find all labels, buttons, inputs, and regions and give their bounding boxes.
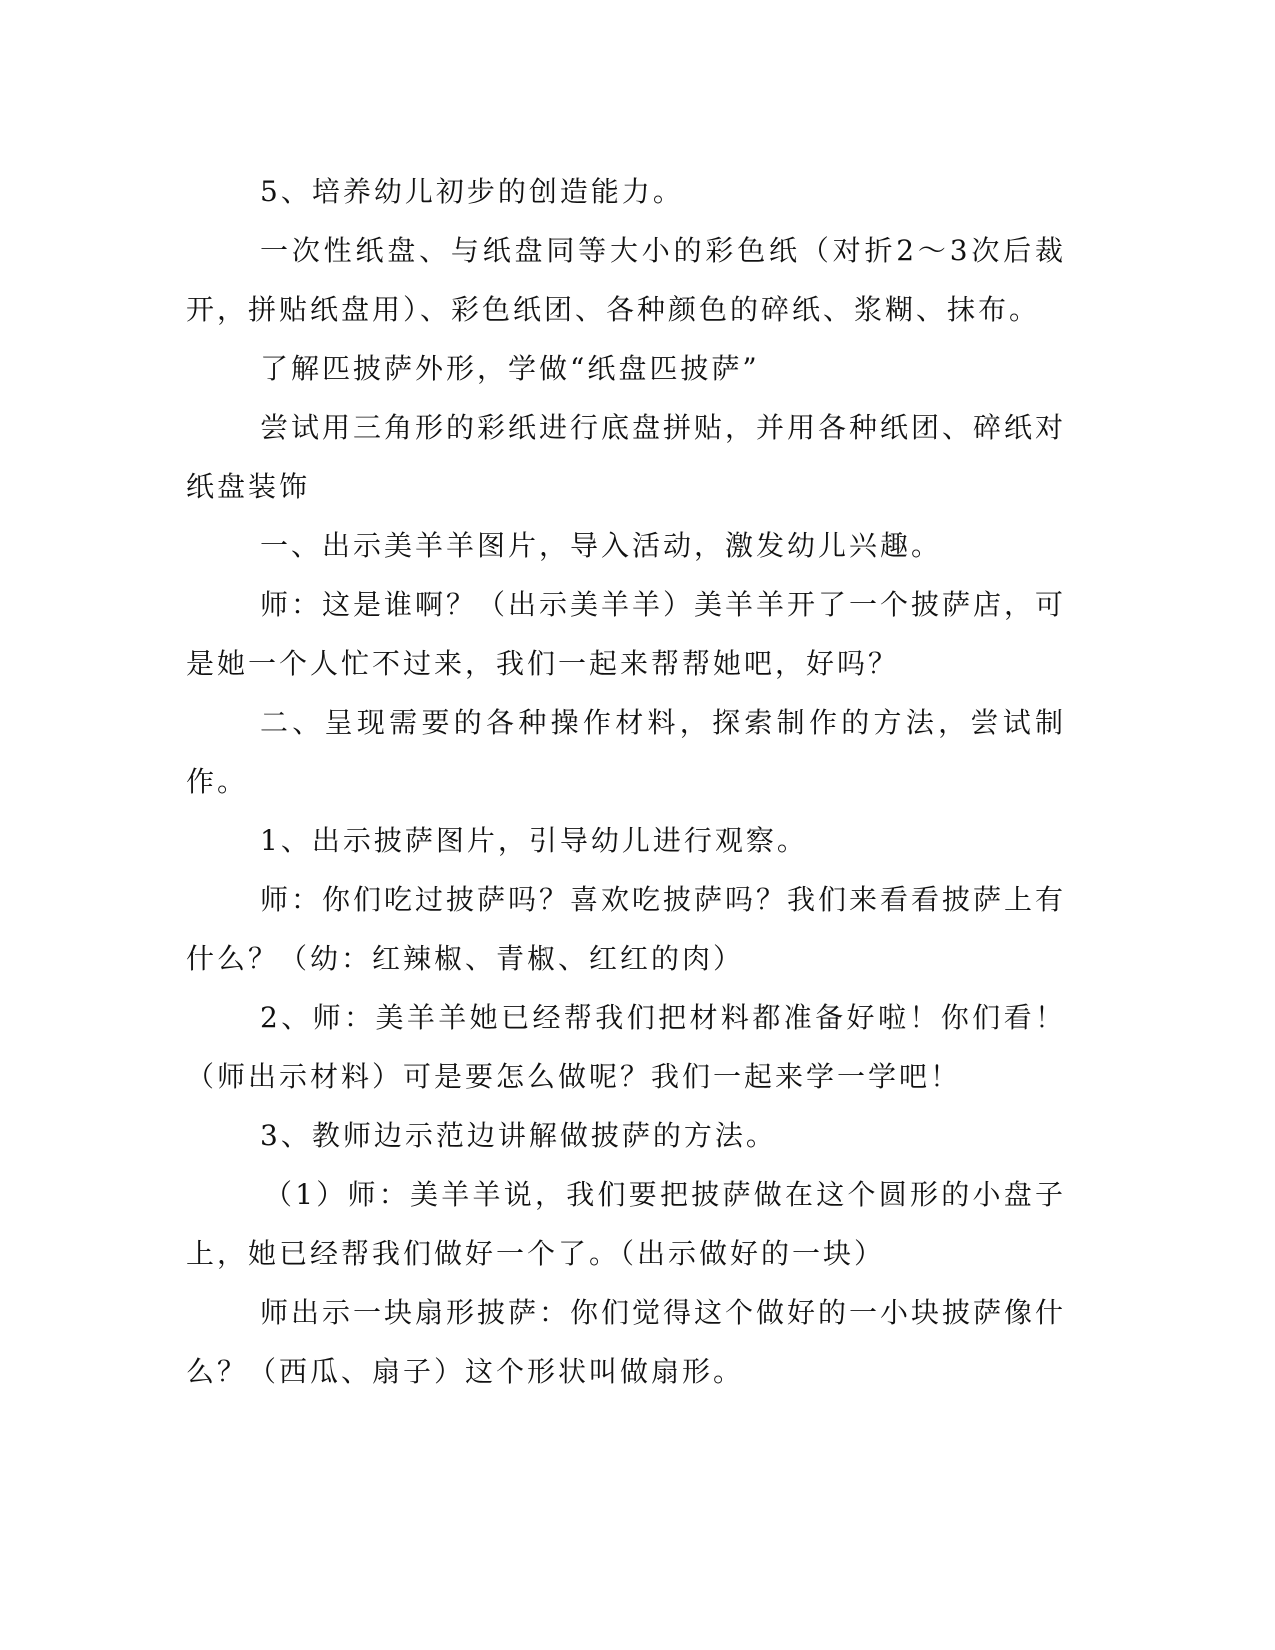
paragraph-step-1: 一、出示美羊羊图片，导入活动，激发幼儿兴趣。 — [260, 529, 943, 562]
paragraph-substep-1: 1、出示披萨图片，引导幼儿进行观察。 — [260, 824, 808, 857]
paragraph-substep-3: 3、教师边示范边讲解做披萨的方法。 — [260, 1119, 777, 1152]
paragraph-substep-3-1: （1）师：美羊羊说，我们要把披萨做在这个圆形的小盘子上，她已经帮我们做好一个了。（出示做好的一块） — [186, 1178, 1066, 1270]
paragraph-teacher-intro: 师：这是谁啊？（出示美羊羊）美羊羊开了一个披萨店，可是她一个人忙不过来，我们一起来帮帮她吧，好吗？ — [186, 588, 1067, 680]
paragraph-materials: 一次性纸盘、与纸盘同等大小的彩色纸（对折2～3次后裁开，拼贴纸盘用）、彩色纸团、各种颜色的碎纸、浆糊、抹布。 — [186, 234, 1066, 326]
paragraph-goal-5: 5、培养幼儿初步的创造能力。 — [260, 175, 684, 208]
document-body — [186, 162, 1066, 1401]
paragraph-step-2: 二、呈现需要的各种操作材料，探索制作的方法，尝试制作。 — [186, 706, 1066, 798]
paragraph-difficulty: 尝试用三角形的彩纸进行底盘拼贴，并用各种纸团、碎纸对纸盘装饰 — [186, 411, 1067, 503]
paragraph-fan-shape: 师出示一块扇形披萨：你们觉得这个做好的一小块披萨像什么？（西瓜、扇子）这个形状叫做扇形。 — [186, 1296, 1067, 1388]
paragraph-substep-2: 2、师：美羊羊她已经帮我们把材料都准备好啦！你们看！（师出示材料）可是要怎么做呢？我们一起来学一学吧！ — [186, 1001, 1066, 1093]
paragraph-key-point: 了解匹披萨外形，学做“纸盘匹披萨” — [260, 352, 760, 385]
paragraph-teacher-question: 师：你们吃过披萨吗？喜欢吃披萨吗？我们来看看披萨上有什么？（幼：红辣椒、青椒、红红的肉） — [186, 883, 1067, 975]
